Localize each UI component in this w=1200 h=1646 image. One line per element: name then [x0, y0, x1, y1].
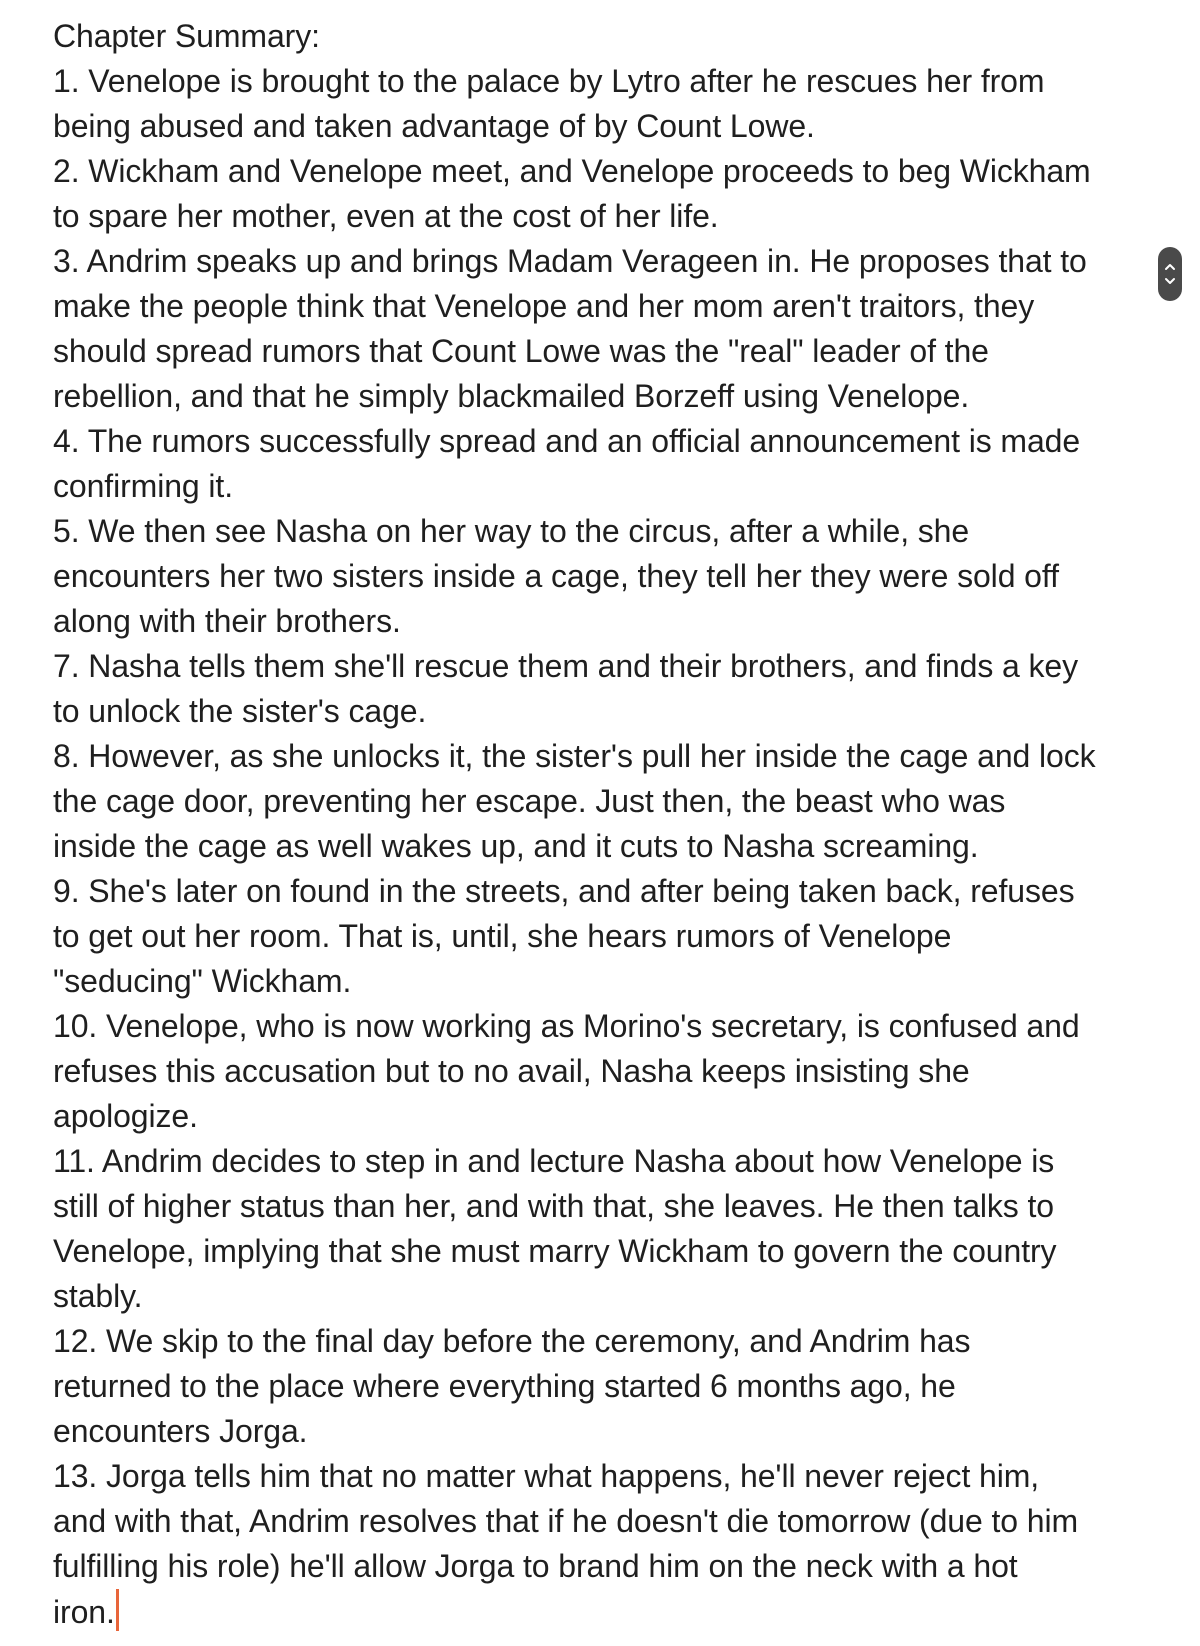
text-line: 4. The rumors successfully spread and an official announcement is made	[53, 423, 1081, 459]
text-line: to spare her mother, even at the cost of her life.	[53, 198, 719, 234]
text-line: 9. She's later on found in the streets, and after being taken back, refuses	[53, 873, 1075, 909]
text-line: being abused and taken advantage of by Count Lowe.	[53, 108, 815, 144]
text-line: Venelope, implying that she must marry Wickham to govern the country	[53, 1233, 1057, 1269]
text-line: refuses this accusation but to no avail, Nasha keeps insisting she	[53, 1053, 970, 1089]
document-body[interactable]	[53, 14, 1153, 1635]
text-line: 13. Jorga tells him that no matter what happens, he'll never reject him,	[53, 1458, 1040, 1494]
text-cursor	[116, 1589, 119, 1631]
text-line: 1. Venelope is brought to the palace by Lytro after he rescues her from	[53, 63, 1045, 99]
text-line: inside the cage as well wakes up, and it cuts to Nasha screaming.	[53, 828, 979, 864]
text-line: apologize.	[53, 1098, 198, 1134]
text-line: and with that, Andrim resolves that if he doesn't die tomorrow (due to him	[53, 1503, 1079, 1539]
text-line: confirming it.	[53, 468, 233, 504]
last-line-text: iron.	[53, 1594, 115, 1630]
text-line: to unlock the sister's cage.	[53, 693, 427, 729]
text-line: make the people think that Venelope and her mom aren't traitors, they	[53, 288, 1035, 324]
text-line: rebellion, and that he simply blackmailed Borzeff using Venelope.	[53, 378, 970, 414]
text-line: returned to the place where everything started 6 months ago, he	[53, 1368, 956, 1404]
text-line: stably.	[53, 1278, 143, 1314]
text-line: to get out her room. That is, until, she hears rumors of Venelope	[53, 918, 952, 954]
scroll-handle-icon[interactable]	[1158, 247, 1182, 301]
text-line: 8. However, as she unlocks it, the sister's pull her inside the cage and lock	[53, 738, 1096, 774]
text-line: the cage door, preventing her escape. Just then, the beast who was	[53, 783, 1006, 819]
text-line: 5. We then see Nasha on her way to the circus, after a while, she	[53, 513, 970, 549]
text-line: 12. We skip to the final day before the ceremony, and Andrim has	[53, 1323, 971, 1359]
text-line: 3. Andrim speaks up and brings Madam Verageen in. He proposes that to	[53, 243, 1087, 279]
text-line: 2. Wickham and Venelope meet, and Venelope proceeds to beg Wickham	[53, 153, 1091, 189]
text-line: should spread rumors that Count Lowe was the "real" leader of the	[53, 333, 989, 369]
text-line: along with their brothers.	[53, 603, 401, 639]
text-line: encounters her two sisters inside a cage, they tell her they were sold off	[53, 558, 1059, 594]
last-text-line	[53, 1589, 1153, 1635]
chevron-up-icon	[1164, 263, 1176, 271]
text-line: "seducing" Wickham.	[53, 963, 352, 999]
text-line: encounters Jorga.	[53, 1413, 308, 1449]
text-line: 7. Nasha tells them she'll rescue them and their brothers, and finds a key	[53, 648, 1079, 684]
text-line: 10. Venelope, who is now working as Morino's secretary, is confused and	[53, 1008, 1080, 1044]
chevron-down-icon	[1164, 277, 1176, 285]
text-line: 11. Andrim decides to step in and lecture Nasha about how Venelope is	[53, 1143, 1055, 1179]
text-line: fulfilling his role) he'll allow Jorga to brand him on the neck with a hot	[53, 1548, 1018, 1584]
summary-heading: Chapter Summary:	[53, 18, 320, 54]
text-line: still of higher status than her, and with that, she leaves. He then talks to	[53, 1188, 1054, 1224]
